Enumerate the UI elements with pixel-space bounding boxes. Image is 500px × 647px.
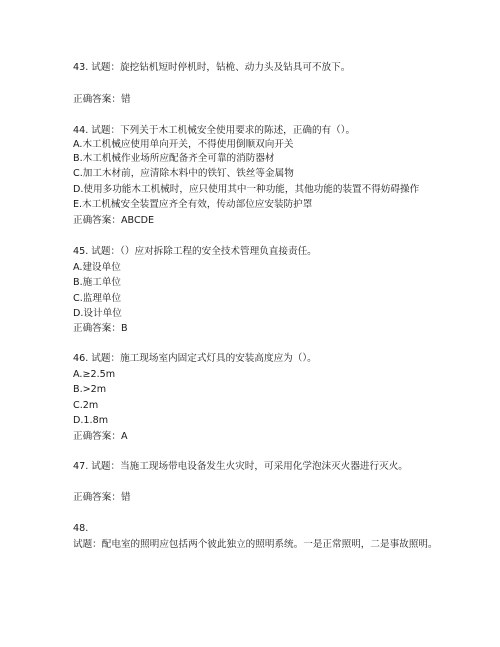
question-43-answer: 正确答案：错 bbox=[73, 94, 131, 105]
question-48-text: 试题：配电室的照明应包括两个彼此独立的照明系统。一是正常照明，二是事故照明。 bbox=[73, 539, 438, 550]
question-45-option-a: A.建设单位 bbox=[73, 262, 121, 273]
question-48-number: 48. bbox=[73, 523, 89, 534]
question-46-text: 46. 试题：施工现场室内固定式灯具的安装高度应为（）。 bbox=[73, 353, 317, 364]
question-44-option-a: A.木工机械应使用单向开关，不得使用倒顺双向开关 bbox=[73, 139, 294, 150]
question-46-answer: 正确答案：A bbox=[73, 431, 128, 442]
question-47-answer: 正确答案：错 bbox=[73, 492, 131, 503]
question-46-option-b: B.>2m bbox=[73, 384, 107, 395]
question-45-option-c: C.监理单位 bbox=[73, 293, 122, 304]
question-45-text: 45. 试题：（）应对拆除工程的安全技术管理负直接责任。 bbox=[73, 246, 317, 257]
question-46-option-c: C.2m bbox=[73, 400, 99, 411]
question-46-option-d: D.1.8m bbox=[73, 415, 109, 426]
question-43-text: 43. 试题：旋挖钻机短时停机时，钻桅、动力头及钻具可不放下。 bbox=[73, 62, 351, 73]
question-44-option-e: E.木工机械安全装置应齐全有效，传动部位应安装防护罩 bbox=[73, 199, 313, 210]
question-45-answer: 正确答案：B bbox=[73, 323, 128, 334]
question-45-option-b: B.施工单位 bbox=[73, 277, 122, 288]
question-47-text: 47. 试题：当施工现场带电设备发生火灾时，可采用化学泡沫灭火器进行灭火。 bbox=[73, 461, 408, 472]
question-44-option-b: B.木工机械作业场所应配备齐全可靠的消防器材 bbox=[73, 153, 275, 164]
question-45-option-d: D.设计单位 bbox=[73, 308, 122, 319]
question-44-text: 44. 试题：下列关于木工机械安全使用要求的陈述，正确的有（）。 bbox=[73, 125, 356, 136]
question-44-option-c: C.加工木材前，应清除木料中的铁钉、铁丝等金属物 bbox=[73, 168, 294, 179]
question-44-answer: 正确答案：ABCDE bbox=[73, 215, 155, 226]
question-44-option-d: D.使用多功能木工机械时，应只使用其中一种功能，其他功能的装置不得妨碍操作 bbox=[73, 184, 420, 195]
question-46-option-a: A.≥2.5m bbox=[73, 369, 116, 380]
